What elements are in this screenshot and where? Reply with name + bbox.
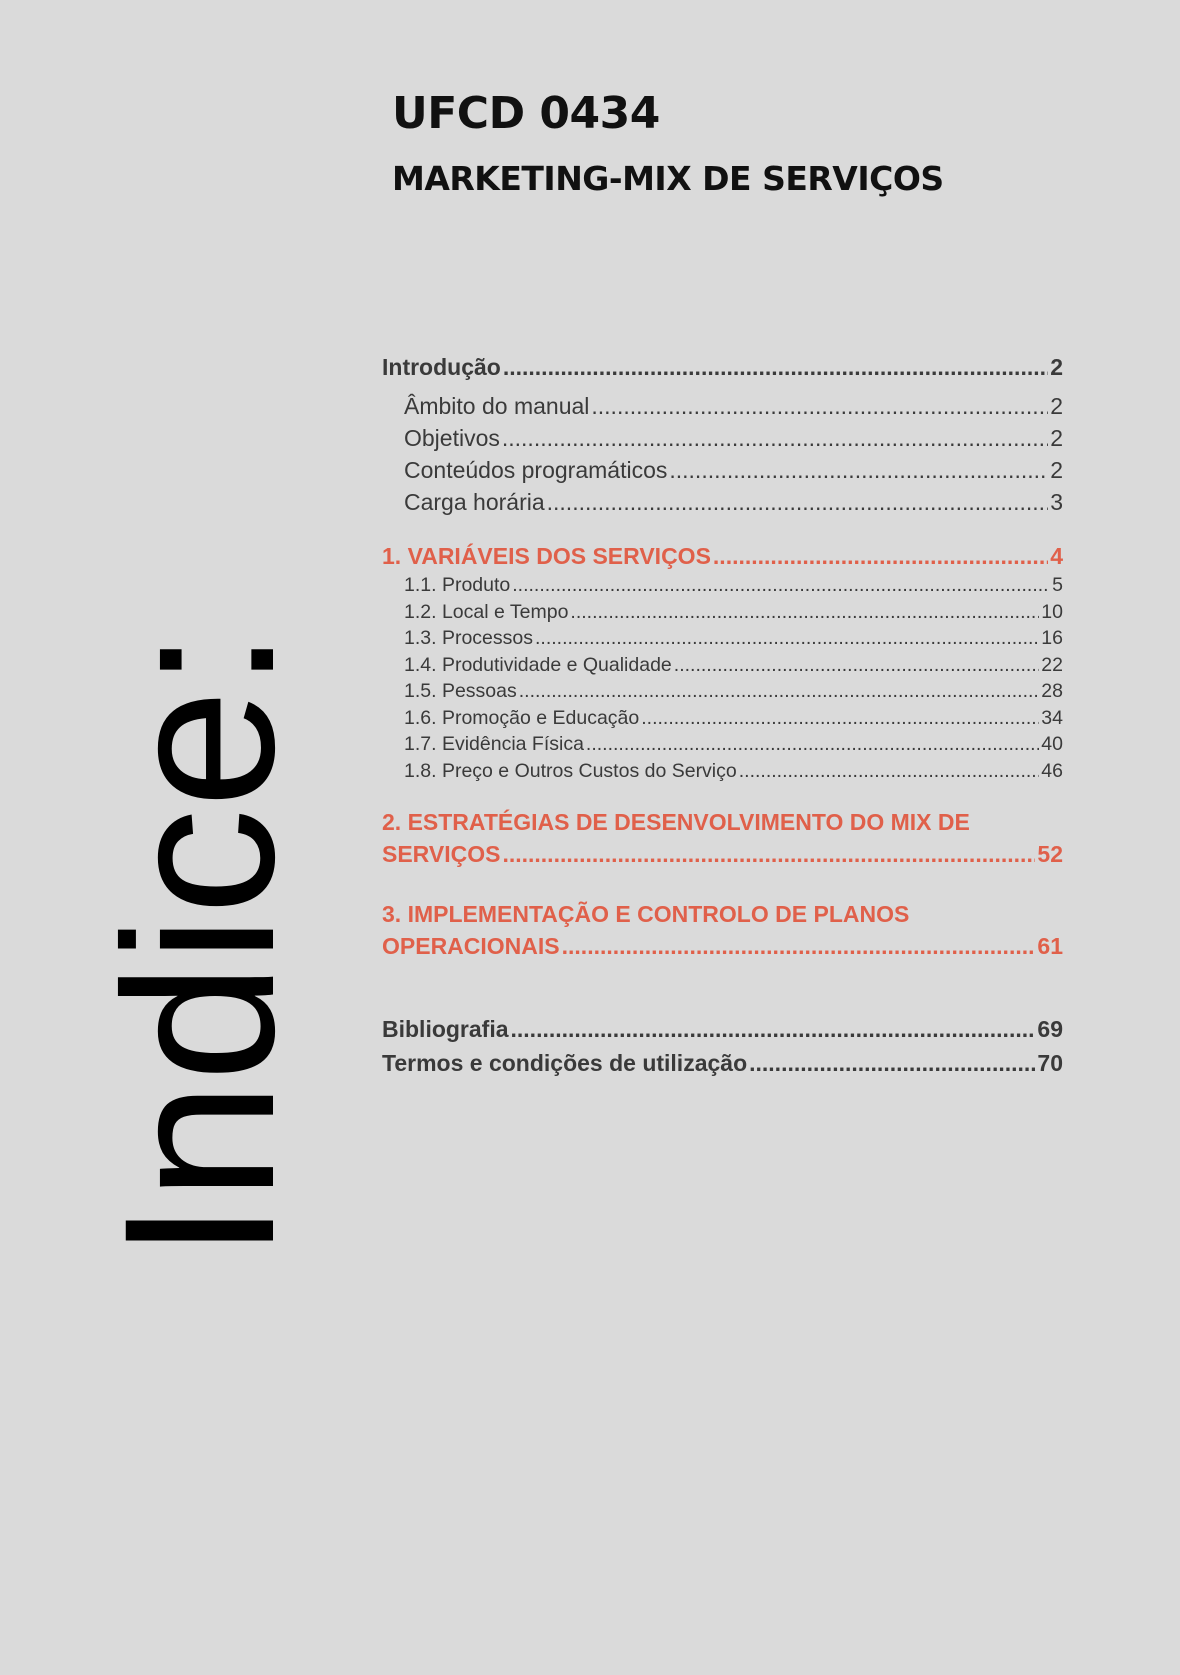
toc-label: 1.5. Pessoas [404, 680, 517, 702]
toc-entry-section-2-line-2 [382, 838, 1063, 870]
toc-page-number: 46 [1041, 759, 1063, 782]
toc-entry-1-2[interactable] [382, 599, 1063, 626]
toc-page-number: 2 [1050, 425, 1063, 451]
toc-leader-dots [586, 731, 1039, 758]
toc-label: Bibliografia [382, 1016, 509, 1042]
toc-entry-section-3[interactable] [382, 898, 1063, 962]
toc-label: 1.6. Promoção e Educação [404, 706, 640, 729]
toc-entry-conteudos[interactable] [382, 454, 1063, 486]
toc-entry-termos[interactable] [382, 1046, 1063, 1080]
toc-entry-introducao[interactable] [382, 350, 1063, 384]
toc-label: 1.4. Produtividade e Qualidade [404, 653, 672, 676]
toc-page-number: 70 [1037, 1050, 1063, 1076]
toc-label: Conteúdos programáticos [404, 457, 668, 483]
toc-entry-objetivos[interactable] [382, 422, 1063, 454]
toc-leader-dots [502, 422, 1048, 454]
toc-page-number: 69 [1037, 1016, 1063, 1042]
toc-label: Termos e condições de utilização [382, 1050, 748, 1076]
toc-leader-dots [591, 390, 1048, 422]
table-of-contents [382, 350, 1063, 1080]
toc-page-number: 3 [1050, 489, 1063, 515]
toc-leader-dots [749, 1046, 1035, 1080]
toc-label: 1. VARIÁVEIS DOS SERVIÇOS [382, 543, 711, 569]
toc-page-number: 61 [1037, 933, 1063, 959]
toc-label-line-2: OPERACIONAIS [382, 933, 560, 959]
toc-leader-dots [669, 454, 1048, 486]
toc-leader-dots [739, 758, 1040, 785]
toc-page-number: 16 [1041, 627, 1063, 649]
toc-leader-dots [547, 486, 1049, 518]
toc-label: Carga horária [404, 489, 545, 515]
toc-entry-1-5[interactable] [382, 678, 1063, 705]
toc-page-number: 22 [1041, 653, 1063, 676]
toc-leader-dots [519, 678, 1040, 705]
toc-leader-dots [562, 930, 1036, 962]
toc-page-number: 52 [1037, 841, 1063, 867]
toc-label: 1.8. Preço e Outros Custos do Serviço [404, 759, 737, 782]
toc-entry-1-4[interactable] [382, 652, 1063, 679]
toc-entry-1-7[interactable] [382, 731, 1063, 758]
toc-entry-section-2[interactable] [382, 806, 1063, 870]
toc-label: 1.1. Produto [404, 574, 511, 596]
toc-leader-dots [511, 1012, 1036, 1046]
toc-entry-1-8[interactable] [382, 758, 1063, 785]
toc-page-number: 10 [1041, 600, 1063, 623]
toc-leader-dots [641, 705, 1039, 732]
toc-leader-dots [512, 572, 1050, 599]
toc-label: Âmbito do manual [404, 393, 590, 419]
toc-page-number: 4 [1050, 543, 1063, 569]
toc-label-line-2: SERVIÇOS [382, 841, 501, 867]
toc-page-number: 2 [1050, 354, 1063, 380]
toc-label: Objetivos [404, 425, 500, 451]
toc-entry-section-3-line-2 [382, 930, 1063, 962]
toc-page-number: 40 [1041, 733, 1063, 755]
toc-entry-1-1[interactable] [382, 572, 1063, 599]
toc-entry-carga-horaria[interactable] [382, 486, 1063, 518]
toc-label: Introdução [382, 354, 501, 380]
toc-leader-dots [570, 599, 1039, 626]
toc-entry-ambito[interactable] [382, 390, 1063, 422]
index-vertical-title: Indice: [80, 629, 319, 1261]
toc-entry-section-1[interactable] [382, 540, 1063, 572]
toc-label: 1.2. Local e Tempo [404, 600, 569, 623]
toc-leader-dots [535, 625, 1039, 652]
toc-entry-bibliografia[interactable] [382, 1012, 1063, 1046]
toc-page-number: 5 [1052, 574, 1063, 596]
toc-label: 1.3. Processos [404, 627, 533, 649]
toc-entry-1-6[interactable] [382, 705, 1063, 732]
toc-entry-1-3[interactable] [382, 625, 1063, 652]
course-title: MARKETING-MIX DE SERVIÇOS [392, 159, 944, 198]
toc-label-line-1: 2. ESTRATÉGIAS DE DESENVOLVIMENTO DO MIX DE [382, 809, 970, 835]
page-header [392, 88, 944, 198]
toc-leader-dots [674, 652, 1040, 679]
toc-page-number: 34 [1041, 706, 1063, 729]
toc-page-number: 2 [1050, 393, 1063, 419]
toc-leader-dots [713, 540, 1048, 572]
toc-leader-dots [503, 350, 1048, 384]
toc-leader-dots [502, 838, 1035, 870]
toc-page-number: 28 [1041, 680, 1063, 702]
toc-page-number: 2 [1050, 457, 1063, 483]
course-code: UFCD 0434 [392, 88, 660, 139]
toc-label: 1.7. Evidência Física [404, 733, 584, 755]
toc-label-line-1: 3. IMPLEMENTAÇÃO E CONTROLO DE PLANOS [382, 901, 910, 927]
